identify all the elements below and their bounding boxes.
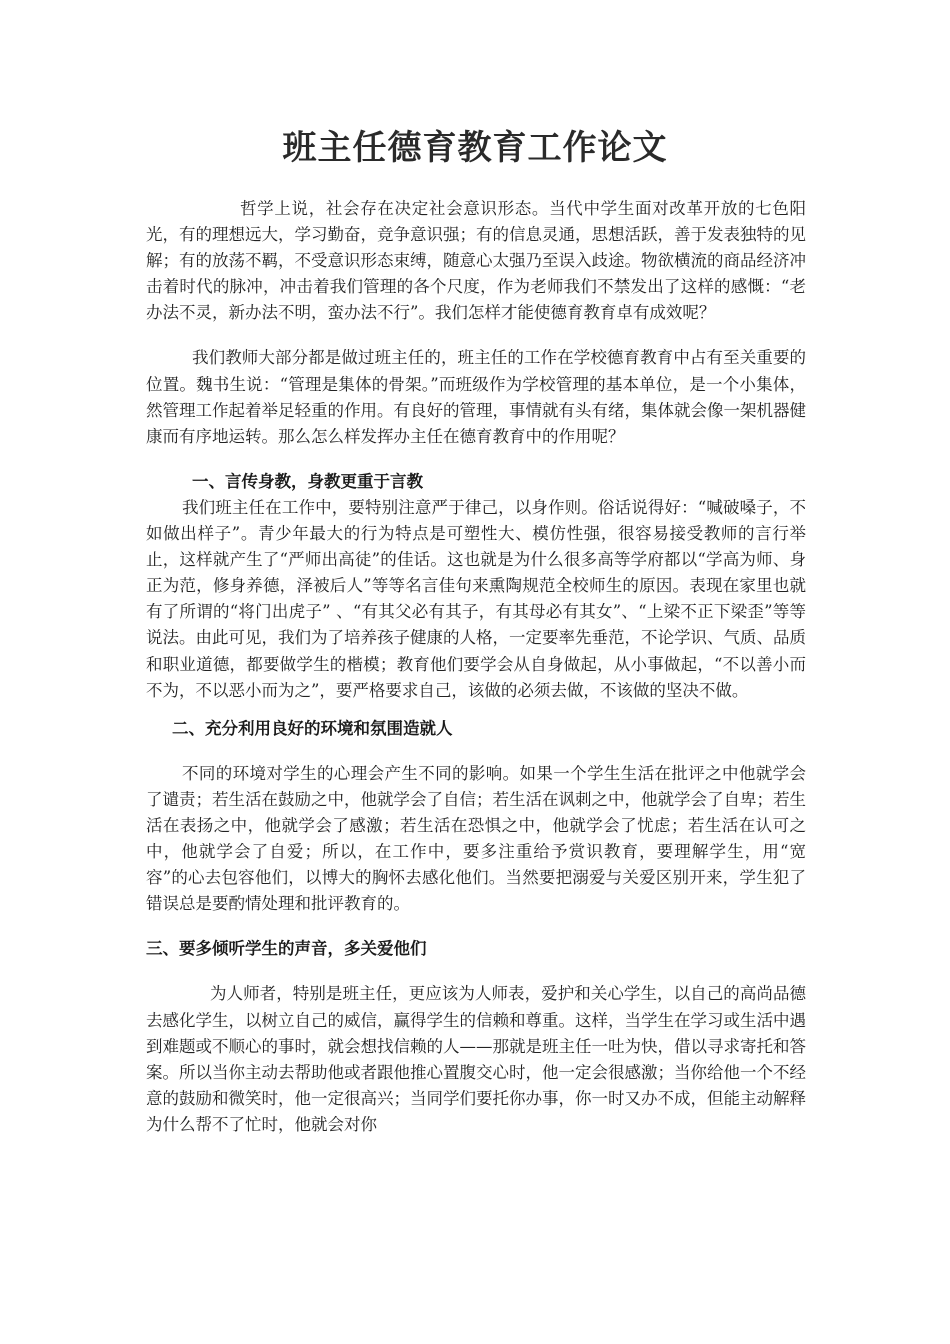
spacer — [146, 704, 806, 716]
paragraph-role: 我们教师大部分都是做过班主任的，班主任的工作在学校德育教育中占有至关重要的位置。魏书生说：“管理是集体的骨架。”而班级作为学校管理的基本单位，是一个小集体，然管理工作起着举足轻重的作用。有良好的管理，事情就有头有绪，集体就会像一架机器健康而有序地运转。那么怎么样发挥办主任在德育教育中的作用呢？ — [146, 348, 806, 446]
section-heading-1: 一、言传身教，身教更重于言教 — [192, 471, 423, 491]
section-heading-2: 二、充分利用良好的环境和氛围造就人 — [172, 718, 453, 738]
paragraph-section2: 不同的环境对学生的心理会产生不同的影响。如果一个学生生活在批评之中他就学会了谴责；若生活在鼓励之中，他就学会了自信；若生活在讽刺之中，他就学会了自卑；若生活在表扬之中，他就学会了感激；若生活在恐惧之中，他就学会了忧虑；若生活在认可之中，他就学会了自爱；所以，在工作中，要多注重给予赏识教育，要理解学生，用“宽容”的心去包容他们，以博大的胸怀去感化他们。当然要把溺爱与关爱区别开来，学生犯了错误总是要酌情处理和批评教育的。 — [146, 763, 806, 914]
spacer — [146, 326, 806, 345]
paragraph-intro: 哲学上说，社会存在决定社会意识形态。当代中学生面对改革开放的七色阳光，有的理想远大，学习勤奋，竞争意识强；有的信息灵通，思想活跃，善于发表独特的见解；有的放荡不羁，不受意识形态束缚，随意心太强乃至误入歧途。物欲横流的商品经济冲击着时代的脉冲，冲击着我们管理的各个尺度，作为老师我们不禁发出了这样的感慨：“老办法不灵，新办法不明，蛮办法不行”。我们怎样才能使德育教育卓有成效呢？ — [146, 199, 806, 323]
paragraph-section1: 我们班主任在工作中，要特别注意严于律己，以身作则。俗话说得好：“喊破嗓子，不如做出样子”。青少年最大的行为特点是可塑性大、模仿性强，很容易接受教师的言行举止，这样就产生了“严师出高徒”的佳话。这也就是为什么很多高等学府都以“学高为师、身正为范，修身养德，泽被后人”等等名言佳句来熏陶规范全校师生的原因。表现在家里也就有了所谓的“将门出虎子” 、“有其父必有其子，有其母必有其女”、“上梁不正下梁歪”等等说法。由此可见，我们为了培养孩子健康的人格，一定要率先垂范，不论学识、气质、品质和职业道德，都要做学生的楷模；教育他们要学会从自身做起，从小事做起，“不以善小而不为，不以恶小而为之”，要严格要求自己，该做的必须去做，不该做的坚决不做。 — [146, 497, 806, 700]
document-title: 班主任德育教育工作论文 — [282, 128, 668, 168]
document-body — [146, 196, 806, 1138]
spacer — [146, 742, 806, 761]
section-heading-3: 三、要多倾听学生的声音，多关爱他们 — [146, 939, 427, 959]
spacer — [146, 917, 806, 936]
spacer — [146, 962, 806, 981]
spacer — [146, 450, 806, 469]
paragraph-section3: 为人师者，特别是班主任，更应该为人师表，爱护和关心学生，以自己的高尚品德去感化学生，以树立自己的威信，赢得学生的信赖和尊重。这样，当学生在学习或生活中遇到难题或不顺心的事时，就会想找信赖的人——那就是班主任一吐为快，借以寻求寄托和答案。所以当你主动去帮助他或者跟他推心置腹交心时，他一定会很感激；当你给他一个不经意的鼓励和微笑时，他一定很高兴；当同学们要托你办事，你一时又办不成，但能主动解释为什么帮不了忙时，他就会对你 — [146, 984, 806, 1134]
